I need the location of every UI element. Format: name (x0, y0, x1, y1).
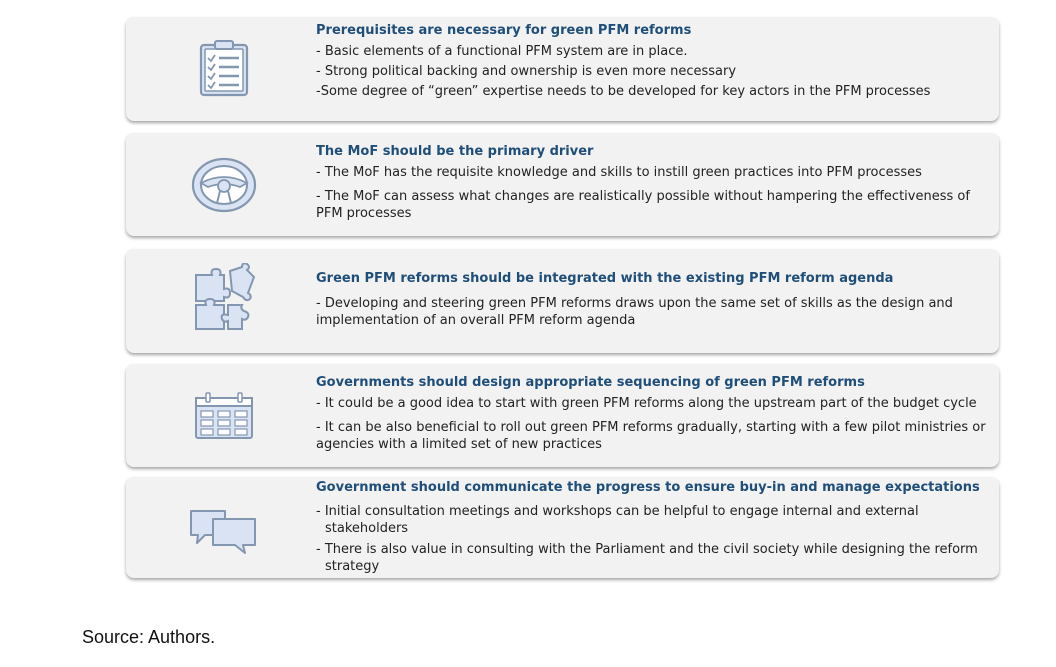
card-title: Governments should design appropriate sequencing of green PFM reforms (316, 375, 865, 390)
card-text (316, 374, 987, 456)
card-text (316, 270, 987, 332)
card-title: Government should communicate the progress to ensure buy-in and manage expectations (316, 480, 980, 495)
source-note: Source: Authors. (82, 627, 216, 647)
card-title: The MoF should be the primary driver (316, 144, 594, 159)
card-bullet: - There is also value in consulting with the Parliament and the civil society while designing the reform strategy (316, 542, 978, 574)
card-mof-driver (126, 133, 999, 236)
puzzle-pieces-icon (184, 263, 264, 335)
card-title: Prerequisites are necessary for green PFM reforms (316, 23, 692, 38)
card-bullet: - Basic elements of a functional PFM system are in place. (316, 44, 688, 59)
card-text (316, 479, 987, 578)
card-text (316, 143, 987, 225)
card-bullet: - Strong political backing and ownership is even more necessary (316, 64, 737, 79)
calendar-icon (184, 392, 264, 440)
card-sequencing (126, 364, 999, 467)
speech-bubbles-icon (184, 505, 264, 555)
card-bullet: - It can be also beneficial to roll out green PFM reforms gradually, starting with a few pilot ministries or agencies with a limited set of new practices (316, 420, 986, 452)
card-prerequisites (126, 17, 999, 121)
card-text (316, 22, 987, 103)
card-bullet: - Developing and steering green PFM reforms draws upon the same set of skills as the design and implementation of an overall PFM reform agenda (316, 296, 953, 328)
card-bullet: - The MoF has the requisite knowledge and skills to instill green practices into PFM processes (316, 165, 922, 180)
card-integration (126, 249, 999, 353)
card-bullet: - It could be a good idea to start with green PFM reforms along the upstream part of the budget cycle (316, 396, 977, 411)
card-bullet: - Initial consultation meetings and workshops can be helpful to engage internal and external stakeholders (316, 504, 919, 536)
card-bullet: - The MoF can assess what changes are realistically possible without hampering the effectiveness of PFM processes (316, 189, 970, 221)
clipboard-checklist-icon (184, 39, 264, 99)
card-bullet: -Some degree of “green” expertise needs to be developed for key actors in the PFM processes (316, 84, 931, 99)
card-title: Green PFM reforms should be integrated with the existing PFM reform agenda (316, 271, 894, 286)
card-communication (126, 477, 999, 578)
steering-wheel-icon (184, 153, 264, 217)
